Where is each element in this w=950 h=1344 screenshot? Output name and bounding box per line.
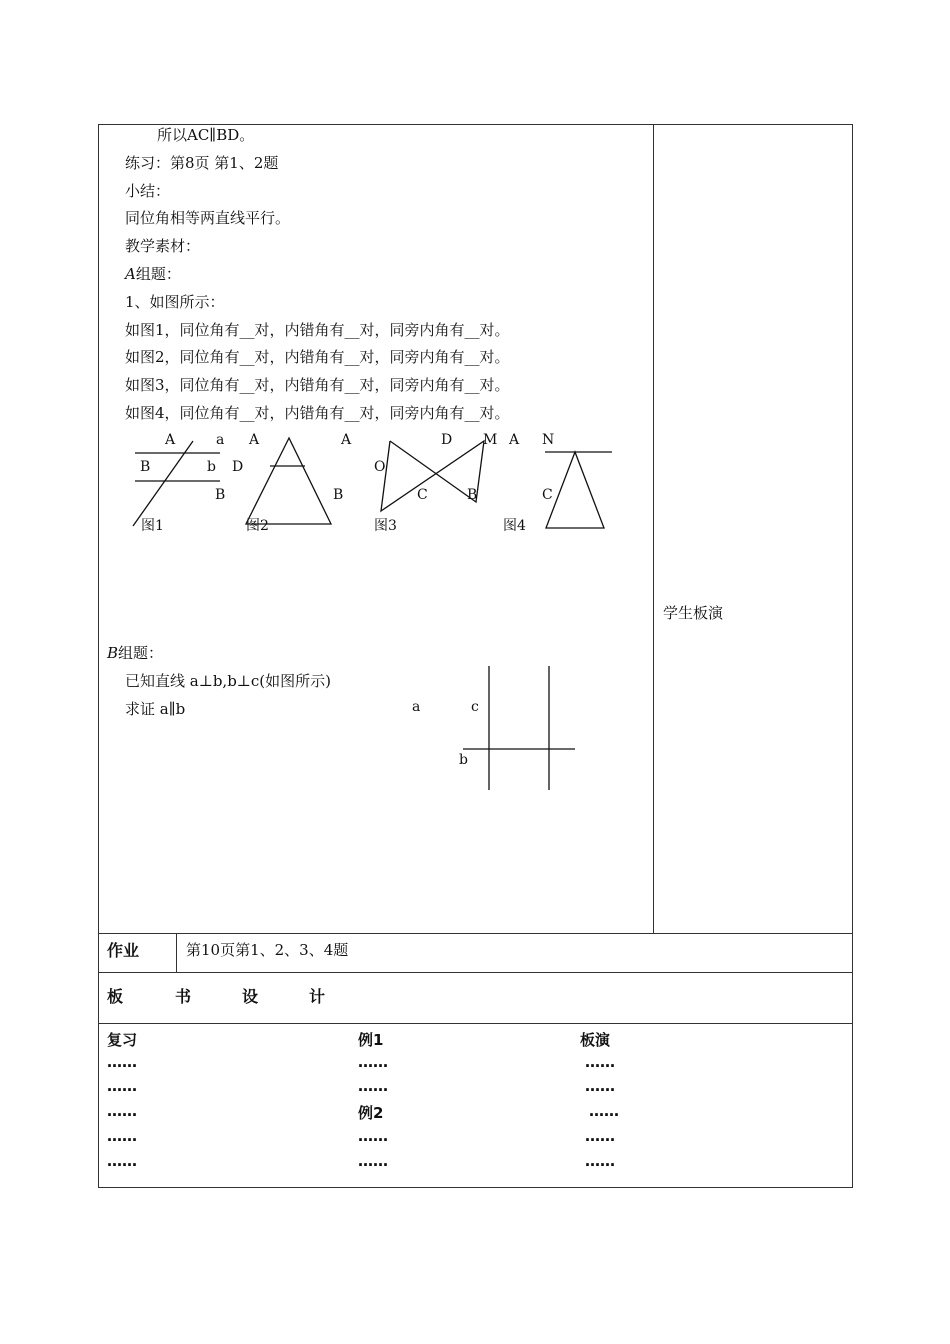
- fig3-label: B: [467, 487, 478, 503]
- fig2-caption: 图2: [246, 518, 269, 534]
- question-1-item: 如图3，同位角有__对，内错角有__对，同旁内角有__对。: [125, 376, 510, 394]
- board-col-row: ……: [107, 1152, 137, 1170]
- homework-label: 作业: [107, 941, 140, 960]
- fig1-transversal: [133, 441, 193, 526]
- fig1-label: A: [165, 432, 176, 448]
- board-title-char: 计: [309, 987, 326, 1006]
- text-line-summary: 同位角相等两直线平行。: [125, 209, 291, 227]
- board-col-row: ……: [358, 1152, 388, 1170]
- fig3-caption: 图3: [374, 518, 397, 534]
- fig3-label: O: [374, 459, 386, 475]
- fig1-caption: 图1: [141, 518, 164, 534]
- text-line-summary-title: 小结：: [125, 182, 171, 200]
- fig2-triangle: [246, 438, 331, 524]
- fig2-label: B: [333, 487, 344, 503]
- fig4-label: C: [542, 487, 553, 503]
- question-1-item: 如图2，同位角有__对，内错角有__对，同旁内角有__对。: [125, 348, 510, 366]
- bfig-label-c: c: [471, 699, 479, 715]
- board-col-row: ……: [358, 1053, 388, 1071]
- board-title-char: 设: [242, 987, 259, 1006]
- fig1-label: a: [216, 432, 225, 448]
- group-b-suffix: 组题：: [118, 644, 164, 662]
- homework-content: 第10页第1、2、3、4题: [186, 941, 349, 959]
- question-1-item: 如图1，同位角有__对，内错角有__对，同旁内角有__对。: [125, 321, 510, 339]
- board-col-row: ……: [107, 1102, 137, 1120]
- board-col-row: ……: [585, 1077, 615, 1095]
- board-col-row: ……: [585, 1127, 615, 1145]
- bfig-label-b: b: [459, 752, 468, 768]
- question-1-title: 1、如图所示：: [125, 293, 225, 311]
- board-col-head: 复习: [107, 1031, 138, 1049]
- fig4-label: N: [542, 432, 555, 448]
- fig3-label: D: [441, 432, 453, 448]
- text-line-materials: 教学素材：: [125, 237, 201, 255]
- board-col-row: ……: [358, 1127, 388, 1145]
- fig4-triangle: [546, 452, 604, 528]
- fig1-label: b: [207, 459, 216, 475]
- board-title-char: 板: [107, 987, 124, 1006]
- side-note: 学生板演: [663, 604, 724, 622]
- bfig-label-a: a: [412, 699, 421, 715]
- question-1-item: 如图4，同位角有__对，内错角有__对，同旁内角有__对。: [125, 404, 510, 422]
- board-col-row: ……: [107, 1077, 137, 1095]
- group-b-prove: 求证 a∥b: [125, 700, 186, 718]
- board-col-row: ……: [585, 1152, 615, 1170]
- board-col-row: ……: [358, 1077, 388, 1095]
- fig4-label: A: [509, 432, 520, 448]
- group-a-letter: A: [125, 265, 136, 283]
- text-line-practice: 练习：第8页 第1、2题: [125, 154, 279, 172]
- fig2-label: A: [249, 432, 260, 448]
- board-col-head: 板演: [580, 1031, 611, 1049]
- fig3-label: C: [417, 487, 428, 503]
- board-col-row: ……: [589, 1102, 619, 1120]
- text-line-conclusion: 所以AC∥BD。: [157, 126, 255, 144]
- fig1-label: B: [215, 487, 226, 503]
- fig2-label: D: [232, 459, 244, 475]
- group-b-given: 已知直线 a⊥b,b⊥c(如图所示): [125, 672, 332, 690]
- board-col-row: ……: [107, 1053, 137, 1071]
- group-a-suffix: 组题：: [135, 265, 181, 283]
- group-b-letter: B: [107, 644, 119, 662]
- board-col-head: 例1: [358, 1031, 384, 1049]
- fig3-label: M: [483, 432, 498, 448]
- board-title-char: 书: [175, 987, 192, 1006]
- board-col-row: ……: [107, 1127, 137, 1145]
- group-b-heading: [107, 642, 163, 663]
- fig3-label: A: [341, 432, 352, 448]
- board-col-row: 例2: [358, 1104, 384, 1122]
- board-col-row: ……: [585, 1053, 615, 1071]
- fig1-label: B: [140, 459, 151, 475]
- fig4-caption: 图4: [503, 518, 526, 534]
